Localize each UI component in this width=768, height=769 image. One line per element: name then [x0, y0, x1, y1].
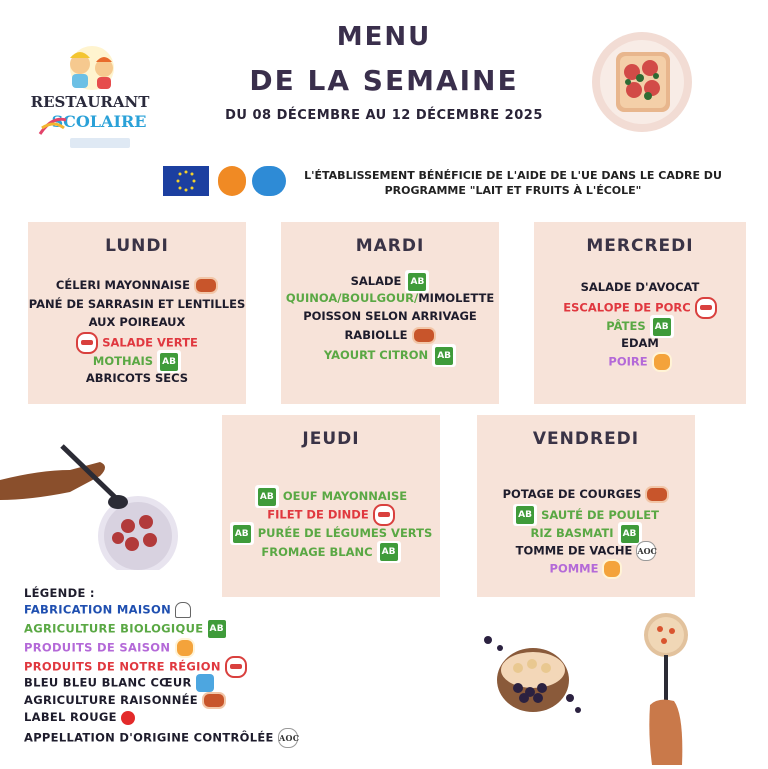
logo-restaurant-text: RESTAURANT	[30, 93, 150, 111]
day-title: VENDREDI	[532, 429, 640, 449]
partner-logos	[70, 138, 130, 148]
menu-item: POIRE	[534, 352, 746, 371]
chef-hat-icon	[175, 602, 191, 618]
toast-plate-illustration	[590, 30, 694, 134]
menu-item: SALADE AB	[281, 270, 499, 289]
menu-item: RABIOLLE	[281, 326, 499, 345]
organic-ab-icon: AB	[208, 620, 226, 638]
legend-item-label-rouge: LABEL ROUGE	[24, 710, 135, 725]
menu-item: YAOURT CITRON AB	[281, 344, 499, 363]
menu-item: AUX POIREAUX	[88, 315, 186, 329]
legend-item-seasonal: PRODUITS DE SAISON	[24, 638, 195, 658]
seasonal-product-icon	[175, 638, 195, 658]
day-title: JEUDI	[302, 429, 360, 449]
bowl-spoon-icon	[0, 440, 190, 570]
restaurant-scolaire-logo	[30, 38, 150, 153]
organic-ab-icon: AB	[621, 525, 639, 543]
organic-ab-icon: AB	[516, 506, 534, 524]
organic-ab-icon: AB	[653, 318, 671, 336]
menu-item: TOMME DE VACHE AOC	[477, 541, 695, 560]
hand-fork-icon	[628, 605, 708, 765]
menu-item: FILET DE DINDE	[222, 504, 440, 523]
week-dates: DU 08 DÉCEMBRE AU 12 DÉCEMBRE 2025	[225, 108, 543, 123]
homemade-icon	[645, 486, 669, 503]
eu-notice-line1: L'ÉTABLISSEMENT BÉNÉFICIE DE L'AIDE DE L'UE DANS LE CADRE DU	[304, 169, 722, 182]
label-rouge-icon	[121, 711, 135, 725]
legend-title: LÉGENDE :	[24, 586, 95, 600]
menu-item: FROMAGE BLANC AB	[222, 541, 440, 560]
fruits-program-icon	[218, 166, 246, 196]
menu-item: ABRICOTS SECS	[85, 370, 189, 385]
legend-item-aoc: APPELLATION D'ORIGINE CONTRÔLÉE AOC	[24, 728, 298, 748]
toast-plate-icon	[590, 30, 694, 134]
bowl-spoon-illustration	[0, 440, 190, 570]
homemade-icon	[194, 277, 218, 294]
organic-ab-icon: AB	[258, 488, 276, 506]
menu-subtitle: DE LA SEMAINE	[249, 64, 519, 97]
eu-notice	[298, 168, 728, 198]
blueberry-bowl-illustration	[478, 628, 588, 728]
cutlery-icon	[38, 114, 68, 136]
eu-flag-icon	[163, 166, 209, 196]
day-card-mardi	[281, 222, 499, 404]
menu-item: MOTHAIS AB	[28, 350, 246, 369]
menu-title: MENU	[336, 22, 432, 52]
day-title: LUNDI	[105, 236, 169, 256]
day-card-lundi	[28, 222, 246, 404]
day-card-vendredi	[477, 415, 695, 597]
region-product-icon	[225, 656, 247, 678]
logo-scolaire-text: SCOLAIRE	[51, 112, 147, 131]
bleu-blanc-coeur-icon	[196, 674, 214, 692]
legend-item-reasoned: AGRICULTURE RAISONNÉE	[24, 692, 226, 709]
organic-ab-icon: AB	[408, 273, 426, 291]
day-card-mercredi	[534, 222, 746, 404]
blueberry-bowl-icon	[478, 628, 588, 728]
menu-item: SALADE VERTE	[28, 332, 246, 351]
menu-item: POISSON SELON ARRIVAGE	[303, 309, 477, 323]
menu-item: PÂTES AB	[534, 315, 746, 334]
organic-ab-icon: AB	[435, 347, 453, 365]
menu-item: EDAM	[621, 335, 659, 350]
organic-ab-icon: AB	[380, 543, 398, 561]
day-title: MERCREDI	[586, 236, 694, 256]
seasonal-product-icon	[652, 352, 672, 372]
menu-item: QUINOA/BOULGOUR/MIMOLETTE	[285, 290, 495, 305]
milk-program-icon	[252, 166, 286, 196]
menu-item: RIZ BASMATI AB	[477, 522, 695, 541]
reasoned-agriculture-icon	[202, 692, 226, 709]
legend-item-homemade: FABRICATION MAISON	[24, 602, 191, 618]
organic-ab-icon: AB	[160, 353, 178, 371]
organic-ab-icon: AB	[233, 525, 251, 543]
menu-item: AB PURÉE DE LÉGUMES VERTS	[222, 522, 440, 541]
day-card-jeudi	[222, 415, 440, 597]
legend-item-bbbc: BLEU BLEU BLANC CŒUR	[24, 674, 214, 692]
menu-item: SALADE D'AVOCAT	[580, 280, 700, 294]
menu-item: CÉLERI MAYONNAISE	[28, 276, 246, 295]
aoc-icon: AOC	[636, 541, 656, 561]
legend-item-region: PRODUITS DE NOTRE RÉGION	[24, 656, 247, 678]
menu-item: AB OEUF MAYONNAISE	[222, 485, 440, 504]
seasonal-product-icon	[602, 559, 622, 579]
menu-item: AB SAUTÉ DE POULET	[477, 504, 695, 523]
legend-item-organic: AGRICULTURE BIOLOGIQUE AB	[24, 620, 226, 638]
menu-item: ESCALOPE DE PORC	[534, 297, 746, 316]
day-title: MARDI	[355, 236, 425, 256]
menu-item: POMME	[477, 559, 695, 578]
menu-item: POTAGE DE COURGES	[477, 485, 695, 504]
aoc-icon: AOC	[278, 728, 298, 748]
menu-item: PANÉ DE SARRASIN ET LENTILLES	[28, 296, 246, 311]
homemade-icon	[412, 327, 436, 344]
eu-notice-line2: PROGRAMME "LAIT ET FRUITS À L'ÉCOLE"	[384, 184, 642, 197]
hand-fork-illustration	[628, 605, 708, 765]
